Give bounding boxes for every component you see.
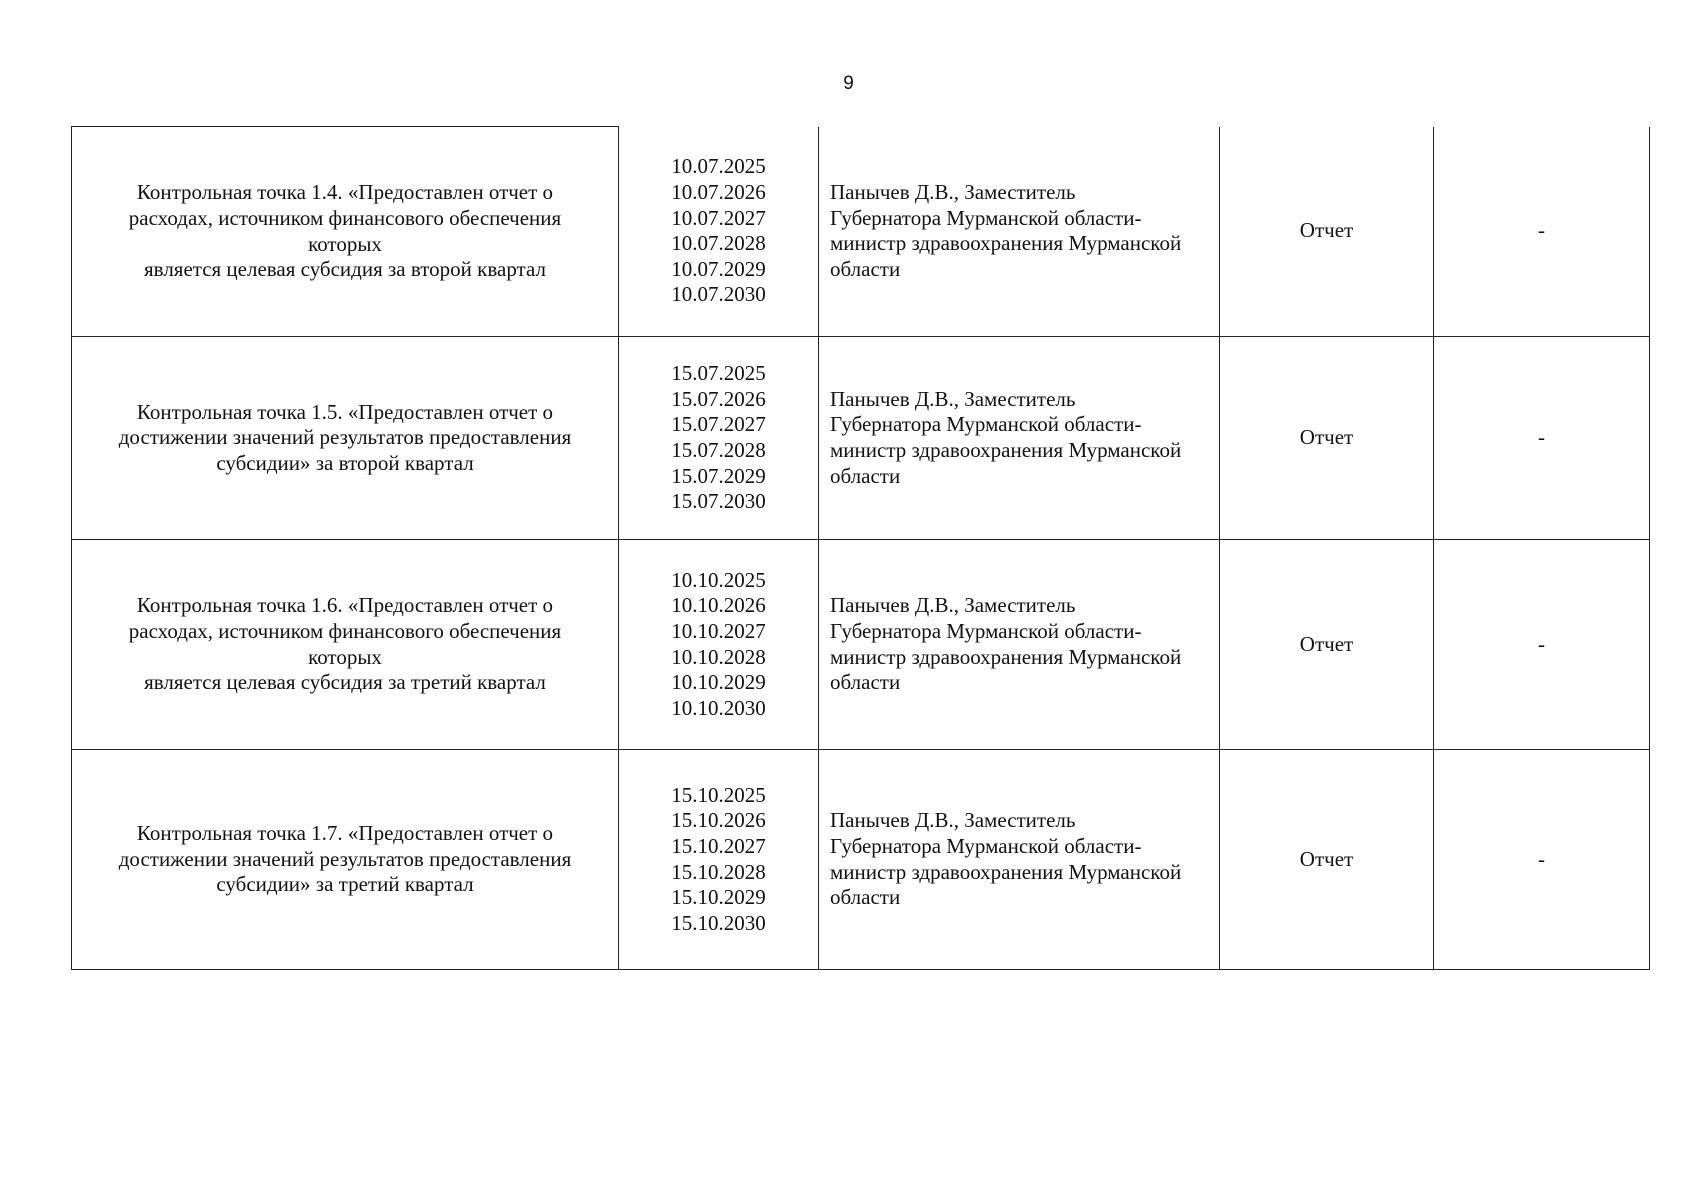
control-points-table bbox=[71, 126, 1650, 970]
responsible-text: Панычев Д.В., Заместитель Губернатора Мурманской области- министр здравоохранения Мурманской области bbox=[830, 180, 1182, 281]
control-point-text: Контрольная точка 1.4. «Предоставлен отчет о расходах, источником финансового обеспечения которых является целевая субсидия за второй квартал bbox=[128, 180, 562, 282]
document-type-cell: Отчет bbox=[1220, 540, 1434, 750]
responsible-cell bbox=[819, 127, 1220, 337]
deadline-date: 15.07.2028 bbox=[671, 438, 766, 462]
table-row bbox=[72, 127, 1650, 337]
responsible-cell bbox=[819, 540, 1220, 750]
deadline-date: 15.07.2026 bbox=[671, 386, 766, 411]
deadline-date: 15.07.2029 bbox=[671, 463, 766, 488]
responsible-text: Панычев Д.В., Заместитель Губернатора Мурманской области- министр здравоохранения Мурманской области bbox=[830, 593, 1182, 695]
deadline-dates-cell bbox=[619, 127, 819, 337]
deadline-date: 15.10.2030 bbox=[671, 910, 766, 935]
deadline-dates-cell bbox=[619, 750, 819, 970]
page-number: 9 bbox=[843, 73, 854, 94]
deadline-date: 15.07.2027 bbox=[671, 412, 766, 437]
control-point-text: Контрольная точка 1.6. «Предоставлен отчет о расходах, источником финансового обеспечения которых является целевая субсидия за третий квартал bbox=[128, 593, 562, 695]
control-point-cell bbox=[72, 127, 619, 337]
info-system-cell: - bbox=[1434, 750, 1650, 970]
info-system-cell: - bbox=[1434, 540, 1650, 750]
deadline-date: 15.10.2026 bbox=[671, 808, 766, 833]
responsible-cell bbox=[819, 337, 1220, 540]
deadline-date: 15.07.2030 bbox=[671, 489, 766, 514]
table-row bbox=[72, 540, 1650, 750]
document-type-cell: Отчет bbox=[1220, 127, 1434, 337]
control-point-text: Контрольная точка 1.5. «Предоставлен отчет о достижении значений результатов предоставления субсидии» за второй квартал bbox=[118, 399, 572, 475]
control-point-cell bbox=[72, 337, 619, 540]
deadline-date: 10.07.2025 bbox=[671, 154, 766, 179]
deadline-date: 15.10.2025 bbox=[671, 782, 766, 807]
deadline-date: 10.10.2025 bbox=[671, 567, 766, 592]
document-type-cell: Отчет bbox=[1220, 750, 1434, 970]
deadline-date: 15.10.2028 bbox=[671, 859, 766, 884]
deadline-date: 10.07.2029 bbox=[671, 256, 766, 281]
deadline-date: 10.07.2026 bbox=[671, 180, 766, 205]
deadline-date: 10.10.2028 bbox=[671, 644, 766, 669]
table-row bbox=[72, 750, 1650, 970]
deadline-date: 15.10.2029 bbox=[671, 885, 766, 910]
responsible-text: Панычев Д.В., Заместитель Губернатора Мурманской области- министр здравоохранения Мурманской области bbox=[830, 808, 1182, 910]
deadline-date: 10.07.2027 bbox=[671, 205, 766, 230]
deadline-date: 10.10.2026 bbox=[671, 593, 766, 618]
control-point-text: Контрольная точка 1.7. «Предоставлен отчет о достижении значений результатов предоставления субсидии» за третий квартал bbox=[118, 821, 572, 897]
control-point-cell bbox=[72, 540, 619, 750]
control-point-cell bbox=[72, 750, 619, 970]
deadline-date: 10.10.2027 bbox=[671, 618, 766, 643]
deadline-dates-cell bbox=[619, 337, 819, 540]
deadline-dates-cell bbox=[619, 540, 819, 750]
document-type-cell: Отчет bbox=[1220, 337, 1434, 540]
table-row bbox=[72, 337, 1650, 540]
responsible-text: Панычев Д.В., Заместитель Губернатора Мурманской области- министр здравоохранения Мурманской области bbox=[830, 386, 1182, 488]
deadline-date: 10.07.2030 bbox=[671, 282, 766, 307]
deadline-date: 10.07.2028 bbox=[671, 231, 766, 256]
responsible-cell bbox=[819, 750, 1220, 970]
deadline-date: 15.07.2025 bbox=[671, 361, 766, 386]
deadline-date: 15.10.2027 bbox=[671, 833, 766, 858]
deadline-date: 10.10.2029 bbox=[671, 670, 766, 695]
info-system-cell: - bbox=[1434, 127, 1650, 337]
info-system-cell: - bbox=[1434, 337, 1650, 540]
deadline-date: 10.10.2030 bbox=[671, 695, 766, 720]
